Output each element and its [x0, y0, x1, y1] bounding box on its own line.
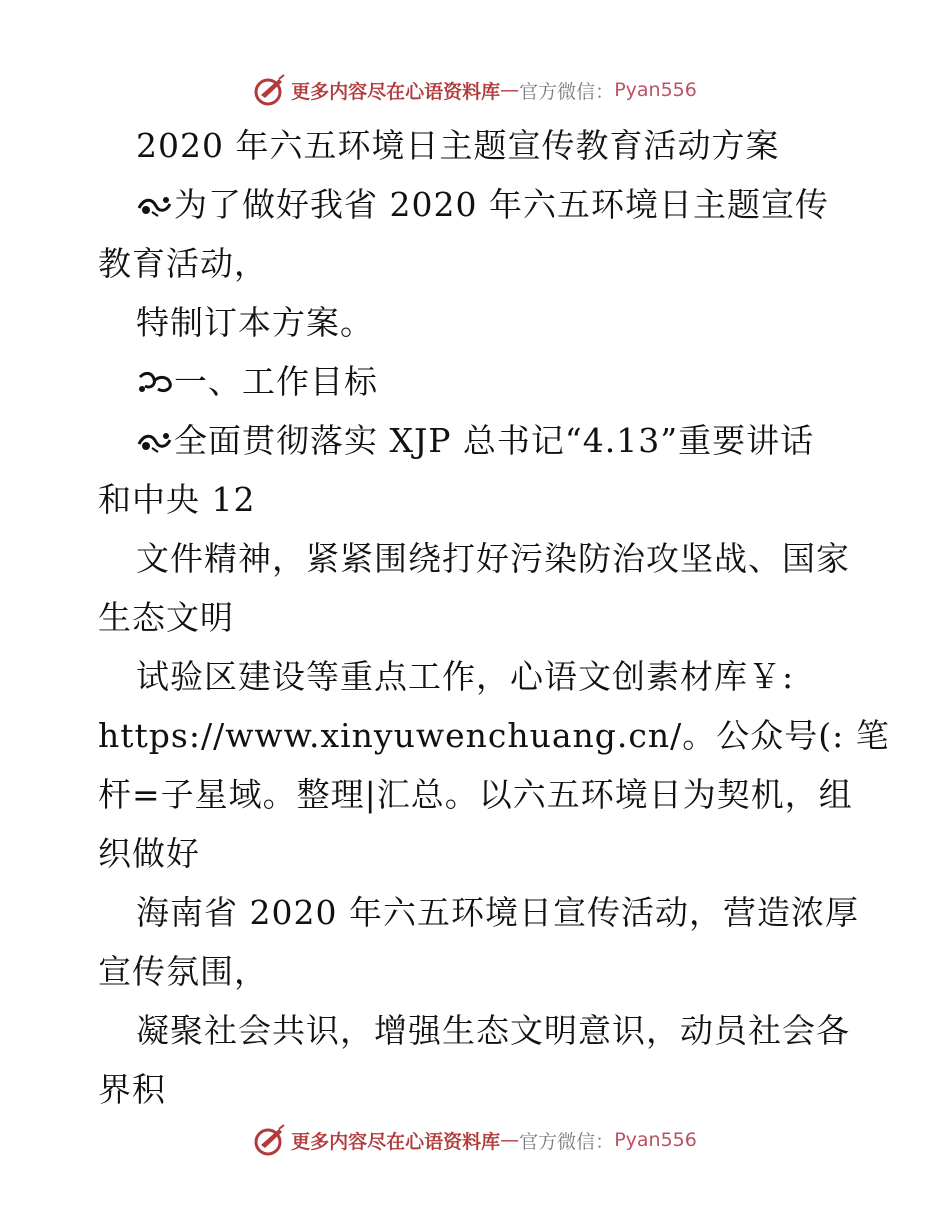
floral-ornament-icon [136, 190, 174, 220]
paragraph-line: 特制订本方案。 [136, 303, 374, 342]
paragraph-line: 杆=子星域。整理|汇总。以六五环境日为契机，组 [98, 775, 853, 814]
watermark-label: 官方微信： [519, 1130, 615, 1153]
paragraph-line-url: https://www.xinyuwenchuang.cn/。公众号(: 笔 [98, 716, 890, 755]
quill-pen-logo-icon [253, 73, 287, 107]
section-heading: 一、工作目标 [136, 362, 896, 402]
floral-ornament-icon [136, 426, 174, 456]
paragraph-line: 宣传氛围， [98, 952, 268, 991]
paragraph-line: 生态文明 [98, 598, 234, 637]
paragraph-line: 全面贯彻落实 XJP 总书记“4.13”重要讲话 [136, 421, 896, 461]
paragraph-line: 海南省 2020 年六五环境日宣传活动，营造浓厚 [136, 893, 859, 932]
watermark-brand-text: 更多内容尽在心语资料库 [291, 1130, 501, 1153]
paragraph-line: 教育活动， [98, 244, 268, 283]
quill-pen-logo-icon [253, 1123, 287, 1157]
paragraph-line: 试验区建设等重点工作，心语文创素材库￥: [136, 657, 795, 696]
watermark-handle: Pyan556 [614, 79, 697, 101]
watermark-handle: Pyan556 [614, 1129, 697, 1151]
paragraph-line: 和中央 12 [98, 480, 256, 519]
paragraph-line: 界积 [98, 1070, 166, 1109]
paragraph-line: 凝聚社会共识，增强生态文明意识，动员社会各 [136, 1011, 850, 1050]
watermark-label: 官方微信： [519, 80, 615, 103]
watermark-dash: — [500, 1129, 520, 1151]
paragraph-line: 文件精神，紧紧围绕打好污染防治攻坚战、国家 [136, 539, 850, 578]
watermark-dash: — [500, 79, 520, 101]
watermark-footer [0, 1120, 950, 1160]
watermark-brand-text: 更多内容尽在心语资料库 [291, 80, 501, 103]
floral-ornament-icon [136, 367, 174, 397]
paragraph-line: 织做好 [98, 834, 200, 873]
document-title: 2020 年六五环境日主题宣传教育活动方案 [136, 126, 780, 165]
watermark-header [0, 70, 950, 110]
paragraph-line: 为了做好我省 2020 年六五环境日主题宣传 [136, 185, 896, 225]
